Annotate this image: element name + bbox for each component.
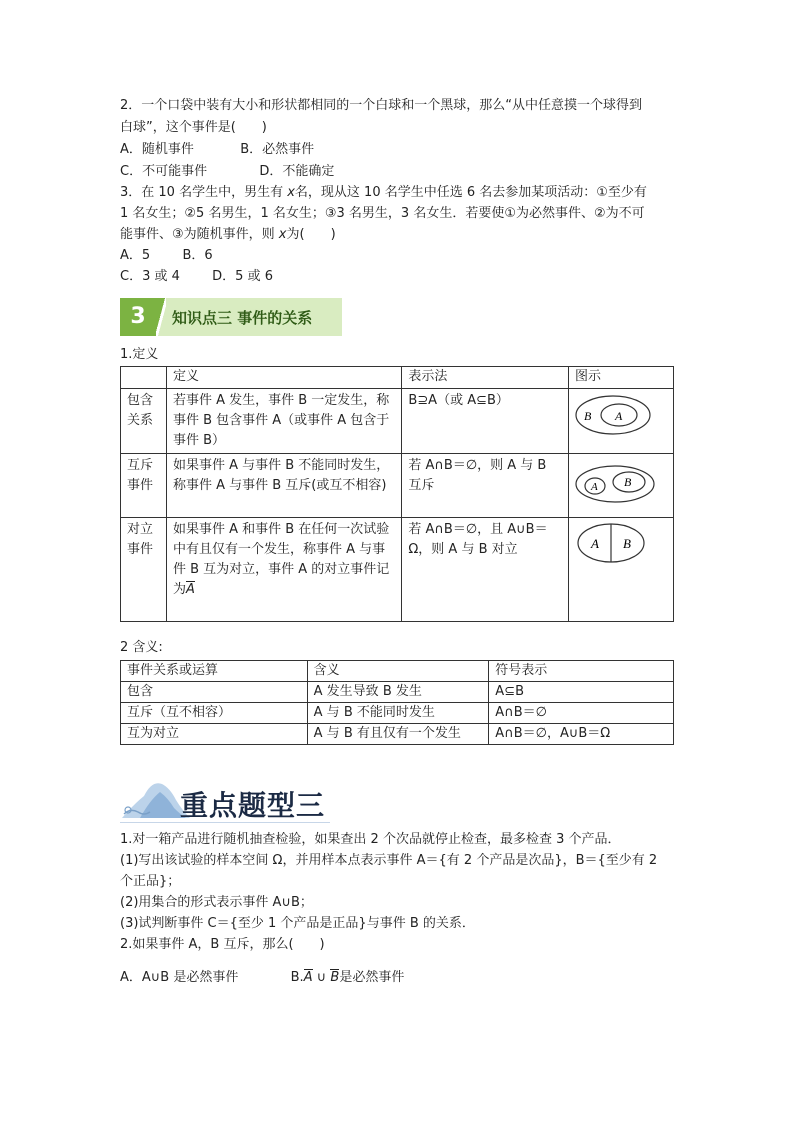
table-row: [121, 518, 674, 622]
q3-option-a: A．5: [120, 248, 151, 263]
p2-line1: 2.如果事件 A，B 互斥，那么( ): [120, 937, 325, 952]
row-notation-mutual-exclusive: 若 A∩B＝∅，则 A 与 B 互斥: [402, 454, 569, 518]
q3-option-b: B．6: [182, 248, 213, 263]
table-row: 互斥（互不相容） A 与 B 不能同时发生 A∩B＝∅: [121, 703, 674, 724]
p1-line5: (3)试判断事件 C＝{至少 1 个产品是正品}与事件 B 的关系．: [120, 916, 475, 931]
q2-line2: 白球”，这个事件是( ): [120, 120, 267, 135]
p1-line2: (1)写出该试验的样本空间 Ω，并用样本点表示事件 A＝{有 2 个产品是次品}，B＝{至少有 2: [120, 853, 658, 868]
row-notation-inclusion: B⊇A（或 A⊆B）: [402, 389, 569, 454]
p2-option-a: A．A∪B 是必然事件: [120, 970, 239, 985]
complementary-diagram: [569, 518, 674, 622]
knowledge-point-number: 3: [120, 298, 156, 336]
p2-option-b: B.A ∪ B是必然事件: [291, 970, 405, 985]
p2-options: [120, 968, 404, 988]
q3-line2: 1 名女生；②5 名男生，1 名女生；③3 名男生，3 名女生．若要使①为必然事件、②为不可: [120, 206, 645, 221]
row-notation-complementary: 若 A∩B＝∅，且 A∪B＝Ω，则 A 与 B 对立: [402, 518, 569, 622]
mutual-exclusive-diagram: [569, 454, 674, 518]
table-row: [121, 389, 674, 454]
q3-options-ab: [120, 246, 213, 266]
q2-option-d: D．不能确定: [259, 164, 335, 179]
a-complement: A: [186, 580, 195, 600]
svg-text:B: B: [584, 409, 592, 423]
section-divider: [120, 822, 330, 823]
q2-options-cd: [120, 162, 334, 182]
table-row: [121, 454, 674, 518]
svg-text:A: A: [591, 536, 599, 551]
row-name-mutual-exclusive: 互斥事件: [121, 454, 167, 518]
knowledge-point-title: 知识点三 事件的关系: [172, 309, 313, 327]
meaning-table: [120, 660, 674, 745]
p1-line1: 1.对一箱产品进行随机抽查检验，如果查出 2 个次品就停止检查，最多检查 3 个产品．: [120, 832, 621, 847]
inclusion-diagram: [569, 389, 674, 454]
q2-option-c: C．不可能事件: [120, 164, 208, 179]
q3-options-cd: [120, 267, 273, 287]
p1-line4: (2)用集合的形式表示事件 A∪B；: [120, 895, 313, 910]
q2-line1: 2．一个口袋中装有大小和形状都相同的一个白球和一个黑球，那么“从中任意摸一个球得到: [120, 98, 643, 113]
q3-option-c: C．3 或 4: [120, 269, 180, 284]
q3-line1: 3．在 10 名学生中，男生有 x名，现从这 10 名学生中任选 6 名去参加某项活动：①至少有: [120, 185, 647, 200]
row-name-inclusion: 包含关系: [121, 389, 167, 454]
q3-line3: 能事件、③为随机事件，则 x为( ): [120, 227, 336, 242]
row-def-complementary: 如果事件 A 和事件 B 在任何一次试验中有且仅有一个发生，称事件 A 与事件 B 互为对立，事件 A 的对立事件记为A: [166, 518, 401, 622]
svg-text:B: B: [624, 475, 632, 489]
q2-options-ab: [120, 140, 314, 160]
svg-text:A: A: [615, 409, 623, 423]
definition-label: 1.定义: [120, 347, 159, 362]
p1-line3: 个正品}；: [120, 874, 181, 889]
table-row: 包含 A 发生导致 B 发生 A⊆B: [121, 682, 674, 703]
exclusive-venn-icon: [573, 464, 657, 504]
meaning-header-row: 事件关系或运算 含义 符号表示: [121, 661, 674, 682]
q3-option-d: D．5 或 6: [212, 269, 273, 284]
inclusion-venn-icon: [573, 393, 653, 437]
table-row: 互为对立 A 与 B 有且仅有一个发生 A∩B＝∅，A∪B＝Ω: [121, 724, 674, 745]
complement-venn-icon: [575, 522, 647, 564]
q2-option-a: A．随机事件: [120, 142, 194, 157]
knowledge-point-banner: [120, 298, 342, 336]
q2-option-b: B．必然事件: [240, 142, 315, 157]
meaning-label: 2 含义:: [120, 640, 163, 655]
definition-header-row: 定义 表示法 图示: [121, 367, 674, 389]
section-heading: [120, 772, 330, 824]
svg-text:B: B: [623, 536, 631, 551]
svg-text:A: A: [591, 481, 598, 493]
row-def-mutual-exclusive: 如果事件 A 与事件 B 不能同时发生，称事件 A 与事件 B 互斥(或互不相容): [166, 454, 401, 518]
definition-table: [120, 366, 674, 622]
section-title: 重点题型三: [180, 789, 326, 822]
row-name-complementary: 对立事件: [121, 518, 167, 622]
row-def-inclusion: 若事件 A 发生，事件 B 一定发生，称事件 B 包含事件 A（或事件 A 包含于事件 B）: [166, 389, 401, 454]
